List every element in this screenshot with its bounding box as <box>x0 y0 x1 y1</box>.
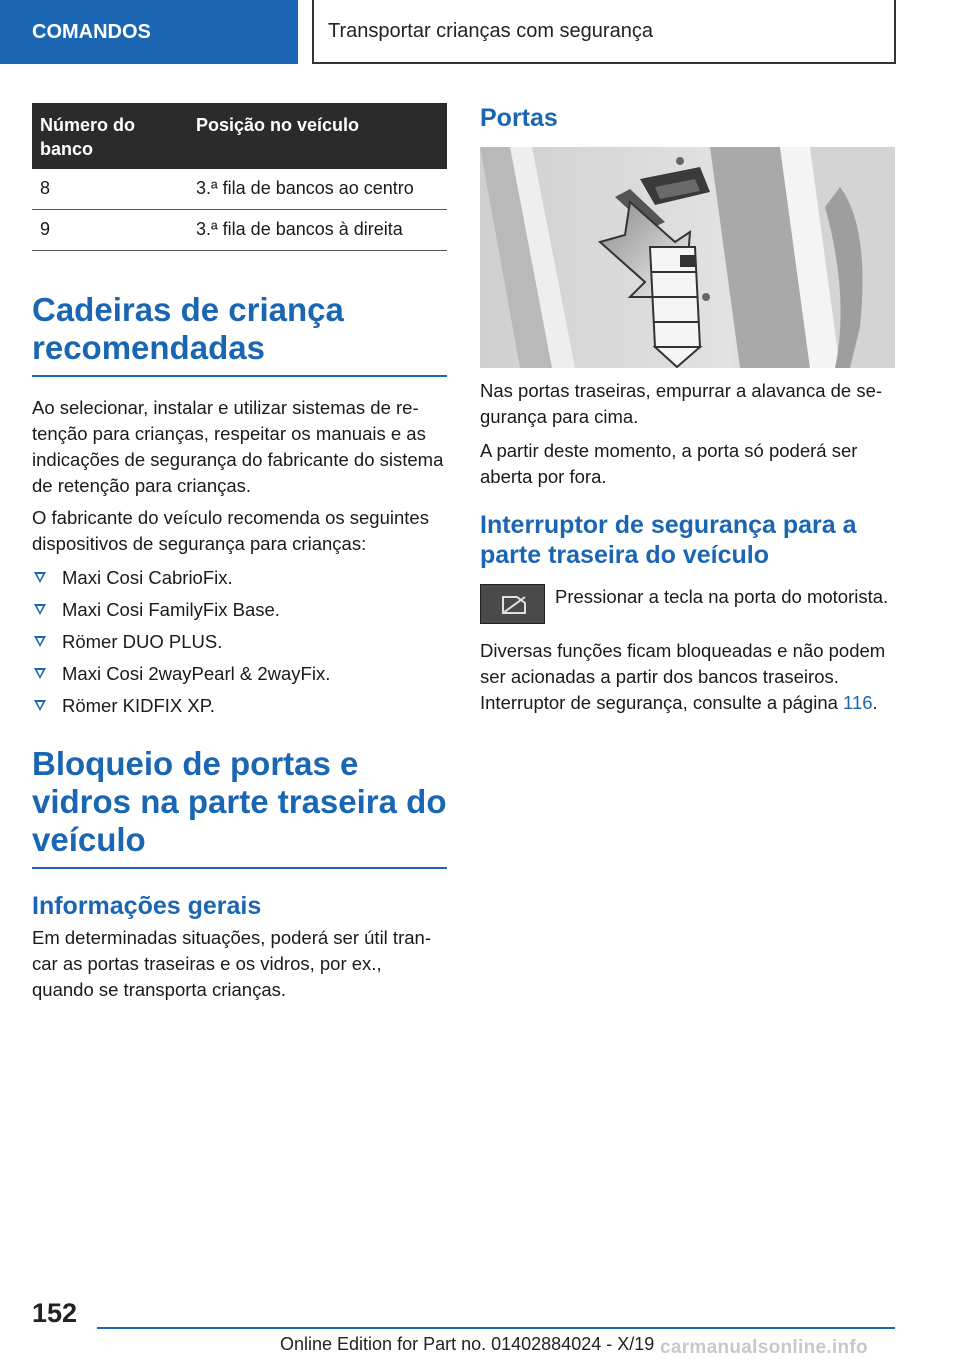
switch-description-paragraph <box>480 638 895 716</box>
watermark: carmanualsonline.info <box>660 1337 868 1358</box>
child-seats-paragraph: Ao selecionar, instalar e utilizar sistemas de retenção para crianças, respeitar os manuais e as indicações de segurança do fabricante do sistema de retenção para crianças. <box>32 397 444 496</box>
child-seats-heading: Cadeiras de criança recomendadas <box>32 291 447 377</box>
general-info-heading: Informações gerais <box>32 892 262 920</box>
chapter-title: Transportar crianças com segurança <box>312 0 896 64</box>
seat-number-cell: 9 <box>32 210 188 251</box>
seat-position-cell: 3.ª fila de bancos à direita <box>188 210 447 251</box>
list-item-text: Römer KIDFIX XP. <box>62 695 215 716</box>
seat-table <box>32 103 447 251</box>
left-column <box>32 103 447 1003</box>
table-row <box>32 169 447 210</box>
list-item <box>32 565 447 591</box>
footer-divider <box>97 1327 895 1329</box>
triangle-bullet-icon <box>34 604 46 615</box>
switch-description-end: . <box>872 692 878 713</box>
page-number: 152 <box>32 1298 78 1328</box>
doors-result-paragraph: A partir deste momento, a porta só poderá ser aberta por fora. <box>480 440 858 487</box>
door-child-lock-illustration <box>480 147 895 368</box>
switch-description-text: Diversas funções ficam bloqueadas e não podem ser acionadas a partir dos bancos traseiros. Interruptor de segurança, consulte a página <box>480 640 886 713</box>
safety-switch-heading: Interruptor de segurança para a parte traseira do veículo <box>480 511 857 569</box>
lock-heading: Bloqueio de portas e vidros na parte traseira do veículo <box>32 745 447 869</box>
triangle-bullet-icon <box>34 572 46 583</box>
edition-footer: Online Edition for Part no. 01402884024 - X/19 <box>280 1334 655 1354</box>
section-tab: COMANDOS <box>0 0 298 64</box>
right-column <box>480 103 895 716</box>
list-item <box>32 597 447 623</box>
triangle-bullet-icon <box>34 636 46 647</box>
list-item <box>32 661 447 687</box>
triangle-bullet-icon <box>34 668 46 679</box>
child-seat-list <box>32 565 447 719</box>
table-header-seat-number: Número do banco <box>32 103 188 169</box>
list-item-text: Maxi Cosi CabrioFix. <box>62 567 233 588</box>
seat-number-cell: 8 <box>32 169 188 210</box>
list-item <box>32 629 447 655</box>
safety-switch-row <box>480 584 895 624</box>
doors-heading: Portas <box>480 104 558 132</box>
table-row <box>32 210 447 251</box>
page-reference-link[interactable]: 116 <box>843 692 873 713</box>
list-item-text: Römer DUO PLUS. <box>62 631 223 652</box>
general-info-paragraph: Em determinadas situações, poderá ser útil trancar as portas traseiras e os vidros, por ex., quando se transporta crianças. <box>32 927 431 1000</box>
switch-instruction-text: Pressionar a tecla na porta do motorista. <box>555 586 889 607</box>
seat-position-cell: 3.ª fila de bancos ao centro <box>188 169 447 210</box>
list-item-text: Maxi Cosi FamilyFix Base. <box>62 599 280 620</box>
manufacturer-recommendation-paragraph: O fabricante do veículo recomenda os seguintes dispositivos de segurança para crianças: <box>32 507 429 554</box>
window-lock-switch-icon <box>480 584 545 624</box>
list-item <box>32 693 447 719</box>
table-header-position: Posição no veículo <box>188 103 447 169</box>
doors-instruction-paragraph: Nas portas traseiras, empurrar a alavanca de segurança para cima. <box>480 380 883 427</box>
triangle-bullet-icon <box>34 700 46 711</box>
list-item-text: Maxi Cosi 2wayPearl & 2wayFix. <box>62 663 331 684</box>
